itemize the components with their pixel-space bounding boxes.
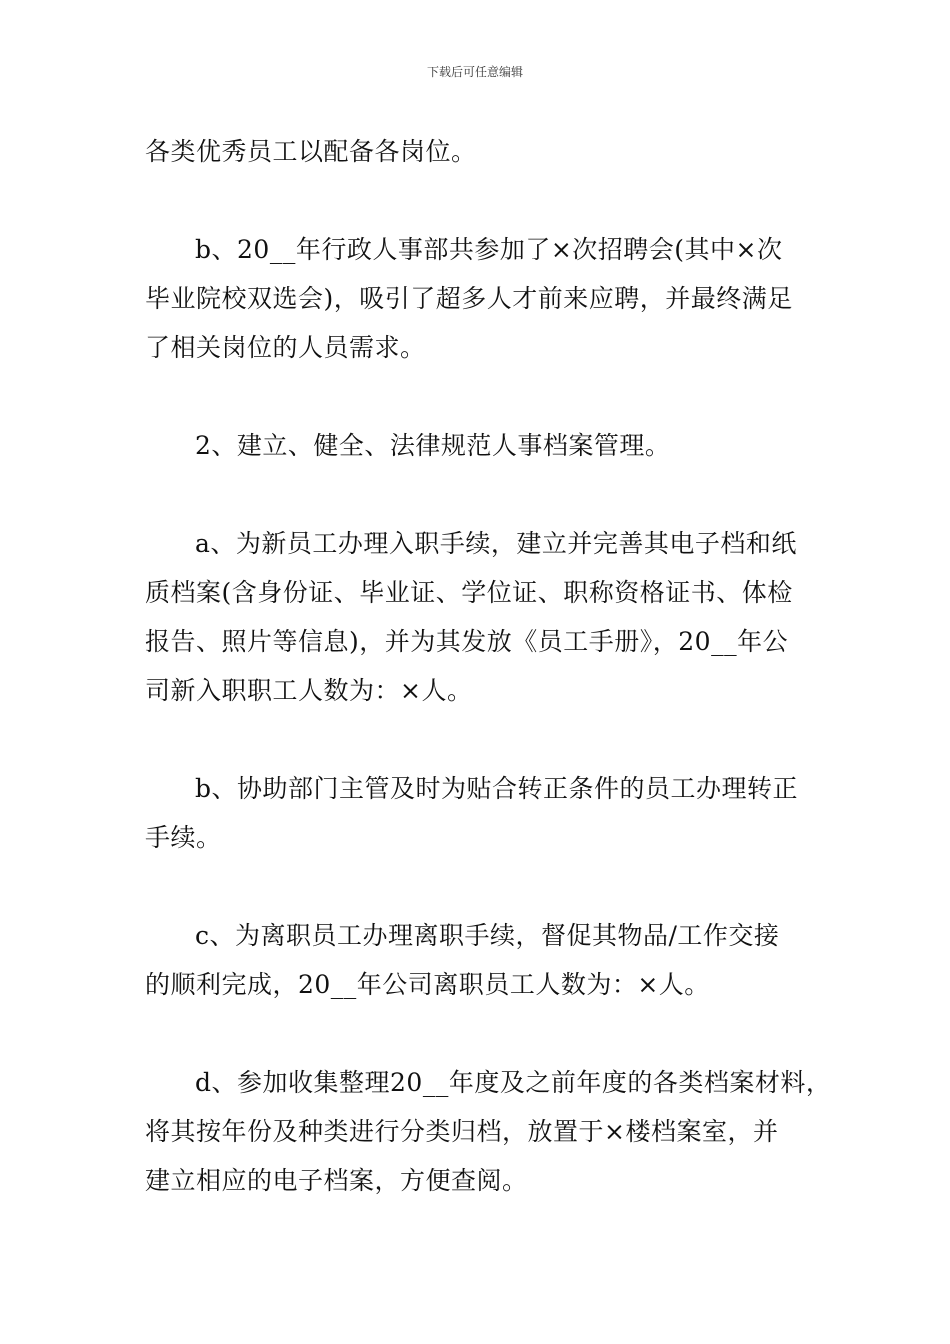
paragraph-line: 毕业院校双选会)，吸引了超多人才前来应聘，并最终满足 <box>145 284 793 313</box>
paragraph-line: 报告、照片等信息)，并为其发放《员工手册》，20__年公 <box>145 627 789 656</box>
paragraph-1 <box>145 127 810 176</box>
paragraph-line: 了相关岗位的人员需求。 <box>145 333 426 362</box>
paragraph-line: b、20__年行政人事部共参加了×次招聘会(其中×次 <box>195 235 783 264</box>
paragraph-line: b、协助部门主管及时为贴合转正条件的员工办理转正 <box>195 774 799 803</box>
page-header: 下载后可任意编辑 <box>426 65 523 79</box>
paragraph-line: 建立相应的电子档案，方便查阅。 <box>145 1166 528 1195</box>
paragraph-line: c、为离职员工办理离职手续，督促其物品/工作交接 <box>195 921 780 950</box>
section-heading: 2、建立、健全、法律规范人事档案管理。 <box>195 431 671 460</box>
paragraph-line: 各类优秀员工以配备各岗位。 <box>145 137 477 166</box>
paragraph-2 <box>145 225 810 372</box>
paragraph-line: 质档案(含身份证、毕业证、学位证、职称资格证书、体检 <box>145 578 793 607</box>
paragraph-4 <box>145 519 810 715</box>
paragraph-line: 的顺利完成，20__年公司离职员工人数为：×人。 <box>145 970 710 999</box>
paragraph-line: d、参加收集整理20__年度及之前年度的各类档案材料， <box>195 1068 832 1097</box>
paragraph-line: 将其按年份及种类进行分类归档，放置于×楼档案室，并 <box>145 1117 779 1146</box>
paragraph-6 <box>145 911 810 1009</box>
document-body <box>145 127 832 1205</box>
paragraph-line: 手续。 <box>145 823 222 852</box>
paragraph-7 <box>145 1058 832 1205</box>
paragraph-line: 司新入职职工人数为：×人。 <box>145 676 473 705</box>
paragraph-5 <box>145 764 810 862</box>
paragraph-3 <box>145 421 810 470</box>
paragraph-line: a、为新员工办理入职手续，建立并完善其电子档和纸 <box>195 529 797 558</box>
